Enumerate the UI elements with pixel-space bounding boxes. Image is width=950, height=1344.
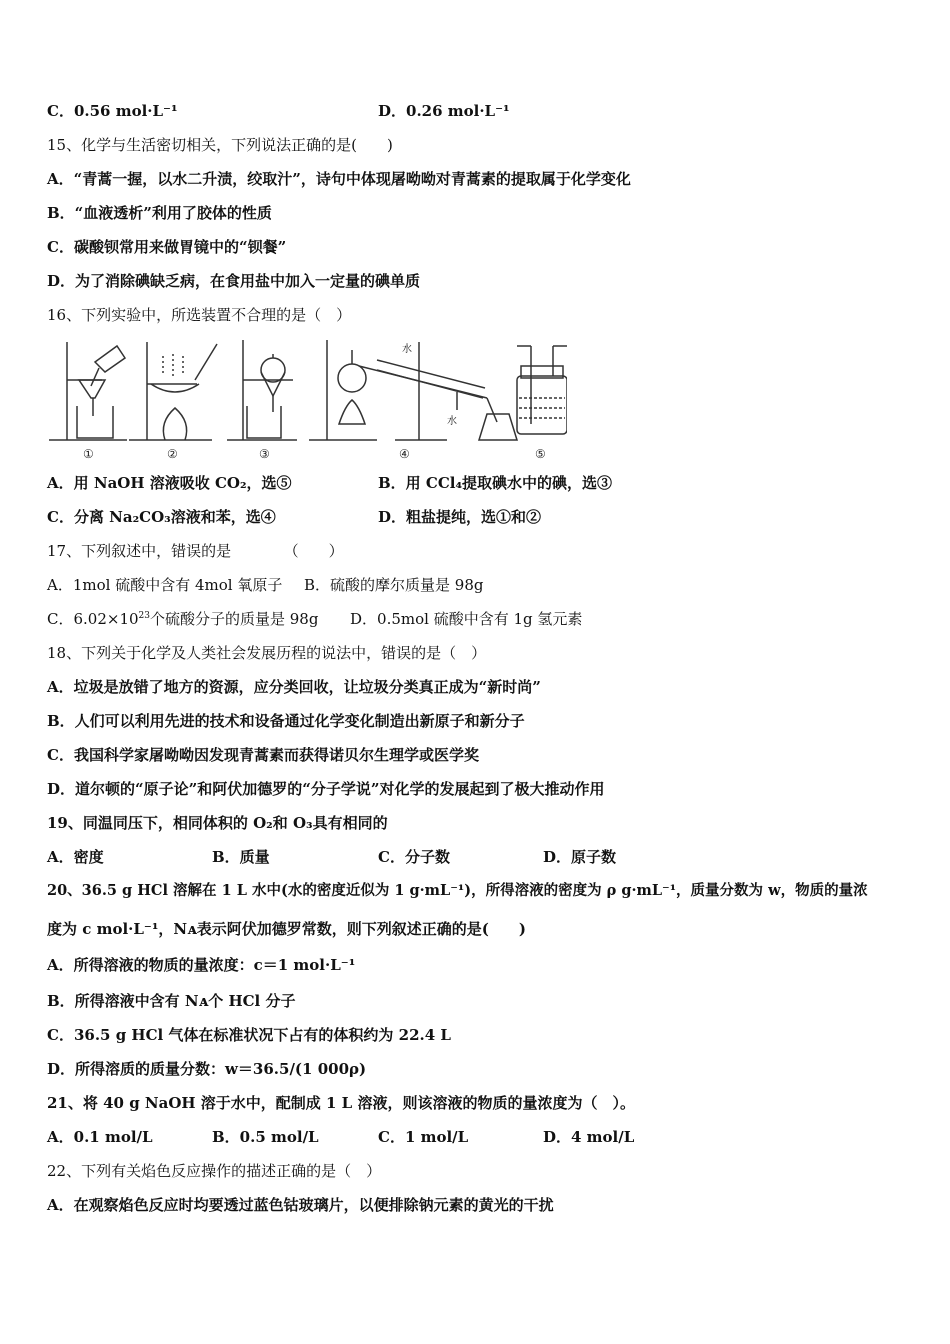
apparatus-figure: [47, 336, 567, 464]
q17-option-d: D．0.5mol 硫酸中含有 1g 氢元素: [350, 610, 583, 628]
q18-option-d: D．道尔顿的“原子论”和阿伏加德罗的“分子学说”对化学的发展起到了极大推动作用: [47, 780, 605, 798]
q21-option-d: D．4 mol/L: [543, 1128, 635, 1146]
apparatus-label-5: ⑤: [535, 447, 546, 461]
q15-option-a: A．“青蒿一握，以水二升渍，绞取汁”，诗句中体现屠呦呦对青蒿素的提取属于化学变化: [47, 170, 631, 188]
apparatus-label-1: ①: [83, 447, 94, 461]
q21-stem: 21、将 40 g NaOH 溶于水中，配制成 1 L 溶液，则该溶液的物质的量浓度为（ ）。: [47, 1094, 635, 1112]
q18-option-a: A．垃圾是放错了地方的资源，应分类回收，让垃圾分类真正成为“新时尚”: [47, 678, 541, 696]
q22-option-a: A．在观察焰色反应时均要透过蓝色钴玻璃片，以便排除钠元素的黄光的干扰: [47, 1196, 554, 1214]
q16-option-c: C．分离 Na₂CO₃溶液和苯，选④: [47, 508, 276, 526]
q20-stem-line2: 度为 c mol·L⁻¹，Nᴀ表示阿伏加德罗常数，则下列叙述正确的是( ): [47, 920, 526, 938]
q19-option-a: A．密度: [47, 848, 104, 866]
q21-option-c: C．1 mol/L: [378, 1128, 469, 1146]
apparatus-3-separatory-funnel: [227, 340, 297, 440]
q15-option-c: C．碳酸钡常用来做胃镜中的“钡餐”: [47, 238, 287, 256]
q15-stem: 15、化学与生活密切相关，下列说法正确的是( ): [47, 136, 393, 154]
q20-option-d: D．所得溶质的质量分数：w＝36.5/(1 000ρ): [47, 1060, 367, 1078]
q15-option-b: B．“血液透析”利用了胶体的性质: [47, 204, 272, 222]
q15-option-d: D．为了消除碘缺乏病，在食用盐中加入一定量的碘单质: [47, 272, 421, 290]
q17-option-a: A．1mol 硫酸中含有 4mol 氧原子: [47, 576, 283, 594]
q14-option-d: D．0.26 mol·L⁻¹: [378, 102, 510, 120]
q19-option-b: B．质量: [212, 848, 270, 866]
q18-option-b: B．人们可以利用先进的技术和设备通过化学变化制造出新原子和新分子: [47, 712, 525, 730]
apparatus-label-3: ③: [259, 447, 270, 461]
water-in-label: 水: [402, 344, 412, 355]
q16-stem: 16、下列实验中，所选装置不合理的是（ ）: [47, 306, 352, 324]
apparatus-4-distillation: [309, 340, 517, 440]
q22-stem: 22、下列有关焰色反应操作的描述正确的是（ ）: [47, 1162, 382, 1180]
q17-option-c: [47, 609, 318, 629]
q16-option-b: B．用 CCl₄提取碘水中的碘，选③: [378, 474, 613, 492]
q21-option-a: A．0.1 mol/L: [47, 1128, 153, 1146]
q20-option-a: A．所得溶液的物质的量浓度：c＝1 mol·L⁻¹: [47, 956, 356, 974]
water-out-label: 水: [447, 416, 457, 427]
q20-option-c: C．36.5 g HCl 气体在标准状况下占有的体积约为 22.4 L: [47, 1026, 451, 1044]
q19-option-d: D．原子数: [543, 848, 617, 866]
q19-option-c: C．分子数: [378, 848, 450, 866]
q17-option-c-exponent: 23: [138, 611, 150, 621]
q19-stem: 19、同温同压下，相同体积的 O₂和 O₃具有相同的: [47, 814, 388, 832]
apparatus-label-4: ④: [399, 447, 410, 461]
q18-option-c: C．我国科学家屠呦呦因发现青蒿素而获得诺贝尔生理学或医学奖: [47, 746, 479, 764]
q16-option-a: A．用 NaOH 溶液吸收 CO₂，选⑤: [47, 474, 292, 492]
q20-stem-line1: 20、36.5 g HCl 溶解在 1 L 水中(水的密度近似为 1 g·mL⁻¹)，所得溶液的密度为 ρ g·mL⁻¹，质量分数为 w，物质的量浓: [47, 882, 868, 899]
apparatus-5-gas-bottle: [517, 346, 567, 434]
q21-option-b: B．0.5 mol/L: [212, 1128, 319, 1146]
q16-option-d: D．粗盐提纯，选①和②: [378, 508, 542, 526]
apparatus-label-2: ②: [167, 447, 178, 461]
q14-option-c: C．0.56 mol·L⁻¹: [47, 102, 178, 120]
q20-option-b: B．所得溶液中含有 Nᴀ个 HCl 分子: [47, 992, 296, 1010]
q17-option-c-pre: C．6.02×10: [47, 610, 139, 628]
apparatus-2-evaporation: [129, 342, 217, 440]
apparatus-1-filtration: [49, 342, 127, 440]
q17-stem: 17、下列叙述中，错误的是 （ ）: [47, 542, 344, 560]
q17-option-c-post: 个硫酸分子的质量是 98g: [149, 610, 319, 628]
q18-stem: 18、下列关于化学及人类社会发展历程的说法中，错误的是（ ）: [47, 644, 487, 662]
q17-option-b: B．硫酸的摩尔质量是 98g: [304, 576, 484, 594]
